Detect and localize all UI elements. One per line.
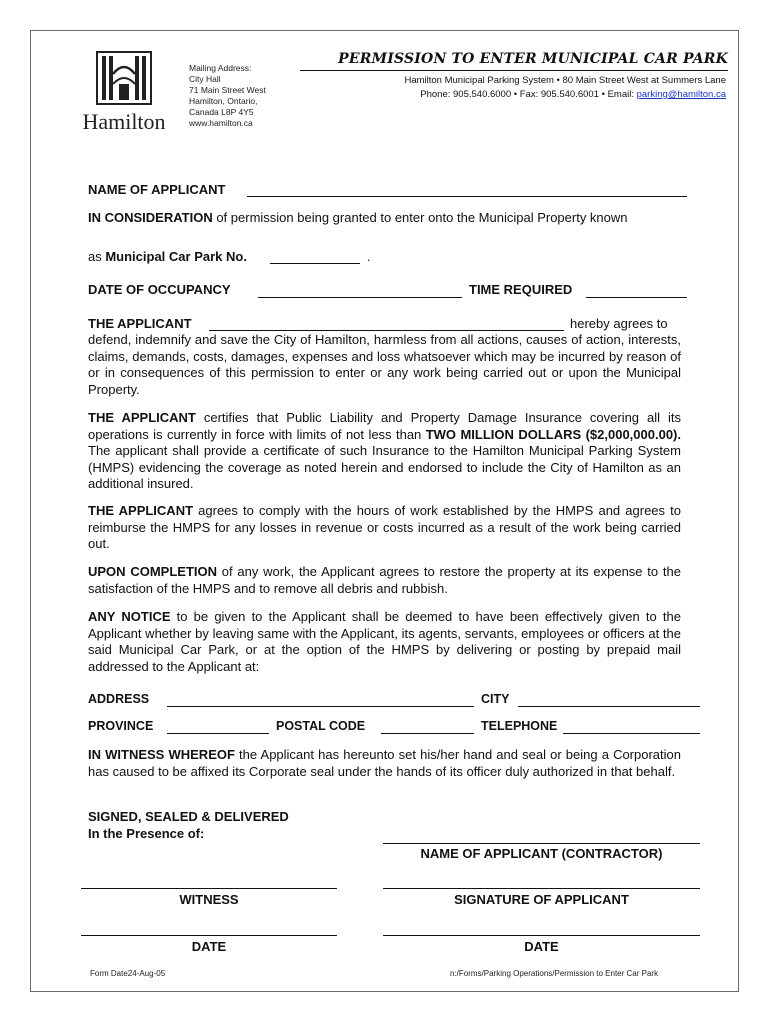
- witness-date-field[interactable]: [81, 935, 337, 936]
- province-label: PROVINCE: [88, 719, 154, 733]
- notice-paragraph: [88, 609, 681, 675]
- document-title: PERMISSION TO ENTER MUNICIPAL CAR PARK: [338, 51, 728, 67]
- applicant-signature-field[interactable]: [383, 888, 700, 889]
- witness-heading: IN WITNESS WHEREOF: [88, 747, 235, 762]
- completion-text: of any work, the Applicant agrees to restore the property at its expense to the satisfaction of the HMPS and to remove all debris and rubbish.: [88, 564, 681, 596]
- mailing-website: www.hamilton.ca: [189, 118, 253, 128]
- car-park-label: Municipal Car Park No.: [105, 249, 247, 264]
- city-hall-logo-icon: [73, 50, 175, 108]
- contact-line-2: [300, 89, 726, 100]
- city-label: CITY: [481, 692, 510, 706]
- consideration-heading: IN CONSIDERATION: [88, 210, 213, 225]
- contact-phone-fax: Phone: 905.540.6000 • Fax: 905.540.6001 • Email:: [420, 89, 637, 100]
- time-required-field[interactable]: [586, 297, 687, 298]
- city-field[interactable]: [518, 706, 700, 707]
- insurance-text-2: The applicant shall provide a certificate of such Insurance to the Hamilton Municipal Parking System (HMPS) evidencing the coverage as noted herein and endorsed to include the City of Hamilton as an additional insured.: [88, 443, 681, 491]
- hours-paragraph: [88, 503, 681, 553]
- address-label: ADDRESS: [88, 692, 150, 706]
- insurance-amount: TWO MILLION DOLLARS ($2,000,000.00).: [425, 426, 681, 442]
- notice-heading: ANY NOTICE: [88, 609, 171, 624]
- applicant-contractor-name-field[interactable]: [383, 843, 700, 844]
- consideration-text: of permission being granted to enter onto the Municipal Property known: [212, 210, 628, 225]
- signed-sealed-label: SIGNED, SEALED & DELIVERED: [88, 809, 289, 824]
- signature-label: SIGNATURE OF APPLICANT: [454, 892, 629, 907]
- province-field[interactable]: [167, 733, 269, 734]
- applicant-label: THE APPLICANT: [88, 316, 192, 331]
- completion-paragraph: [88, 564, 681, 597]
- form-date: Form Date24-Aug-05: [90, 969, 166, 978]
- date-of-occupancy-label: DATE OF OCCUPANCY: [88, 282, 231, 297]
- file-path: n:/Forms/Parking Operations/Permission to Enter Car Park: [450, 969, 659, 978]
- postal-code-field[interactable]: [381, 733, 474, 734]
- insurance-heading: THE APPLICANT: [88, 410, 196, 425]
- address-field[interactable]: [167, 706, 474, 707]
- notice-text: to be given to the Applicant shall be deemed to have been effectively given to the Applicant whether by leaving same with the Applicant, its agents, servants, employees or officers at the said Municipal Car Park, or at the option of the HMPS by delivering or posting by prepaid mail addressed to the Applicant at:: [88, 609, 682, 674]
- mailing-line: Mailing Address:: [189, 63, 252, 73]
- completion-heading: UPON COMPLETION: [88, 564, 217, 579]
- applicant-date-label: DATE: [524, 939, 559, 954]
- mailing-line: Canada L8P 4Y5: [189, 107, 254, 117]
- logo-wordmark: Hamilton: [82, 109, 166, 134]
- name-of-applicant-field[interactable]: [247, 196, 687, 197]
- mailing-line: City Hall: [189, 74, 221, 84]
- title-rule: [300, 70, 728, 71]
- hamilton-logo: [73, 50, 175, 134]
- date-of-occupancy-field[interactable]: [258, 297, 462, 298]
- hereby-text: hereby agrees to: [570, 316, 668, 331]
- name-of-applicant-label: NAME OF APPLICANT: [88, 182, 226, 197]
- applicant-date-field[interactable]: [383, 935, 700, 936]
- mailing-address: [189, 63, 266, 129]
- indemnity-paragraph: defend, indemnify and save the City of Hamilton, harmless from all actions, causes of action, interests, claims, demands, costs, damages, expenses and loss whatsoever which may be incurred by reason of or in consequences of this permission to enter or any work being carried out or upon the Municipal Property.: [88, 332, 681, 397]
- contact-line-1: Hamilton Municipal Parking System • 80 Main Street West at Summers Lane: [404, 75, 726, 86]
- time-required-label: TIME REQUIRED: [469, 282, 573, 297]
- car-park-number-field[interactable]: [270, 263, 360, 264]
- telephone-label: TELEPHONE: [481, 719, 558, 733]
- car-park-period: .: [367, 249, 371, 264]
- witness-text: the Applicant has hereunto set his/her hand and seal or being a Corporation has caused to be affixed its Corporate seal under the hands of its officer duly authorized in that behalf.: [88, 747, 681, 779]
- email-link[interactable]: parking@hamilton.ca: [636, 89, 726, 100]
- applicant-contractor-label: NAME OF APPLICANT (CONTRACTOR): [420, 846, 663, 861]
- postal-code-label: POSTAL CODE: [276, 719, 366, 733]
- mailing-line: 71 Main Street West: [189, 85, 266, 95]
- insurance-paragraph: [88, 410, 681, 493]
- telephone-field[interactable]: [563, 733, 700, 734]
- witness-signature-field[interactable]: [81, 888, 337, 889]
- car-park-line: [88, 249, 247, 264]
- mailing-line: Hamilton, Ontario,: [189, 96, 258, 106]
- consideration-line: [88, 210, 628, 225]
- presence-label: In the Presence of:: [88, 826, 205, 841]
- applicant-name-field[interactable]: [209, 330, 564, 331]
- as-text: as: [88, 249, 106, 264]
- hours-heading: THE APPLICANT: [88, 503, 194, 518]
- hours-text: agrees to comply with the hours of work established by the HMPS and agrees to reimburse the HMPS for any losses in revenue or costs incurred as a result of the work being carried out.: [88, 503, 681, 551]
- witness-date-label: DATE: [191, 939, 227, 954]
- witness-paragraph: [88, 747, 681, 780]
- witness-label: WITNESS: [179, 892, 239, 907]
- insurance-text-1: certifies that Public Liability and Property Damage Insurance covering all its operations is currently in force with limits of not less than: [88, 410, 681, 442]
